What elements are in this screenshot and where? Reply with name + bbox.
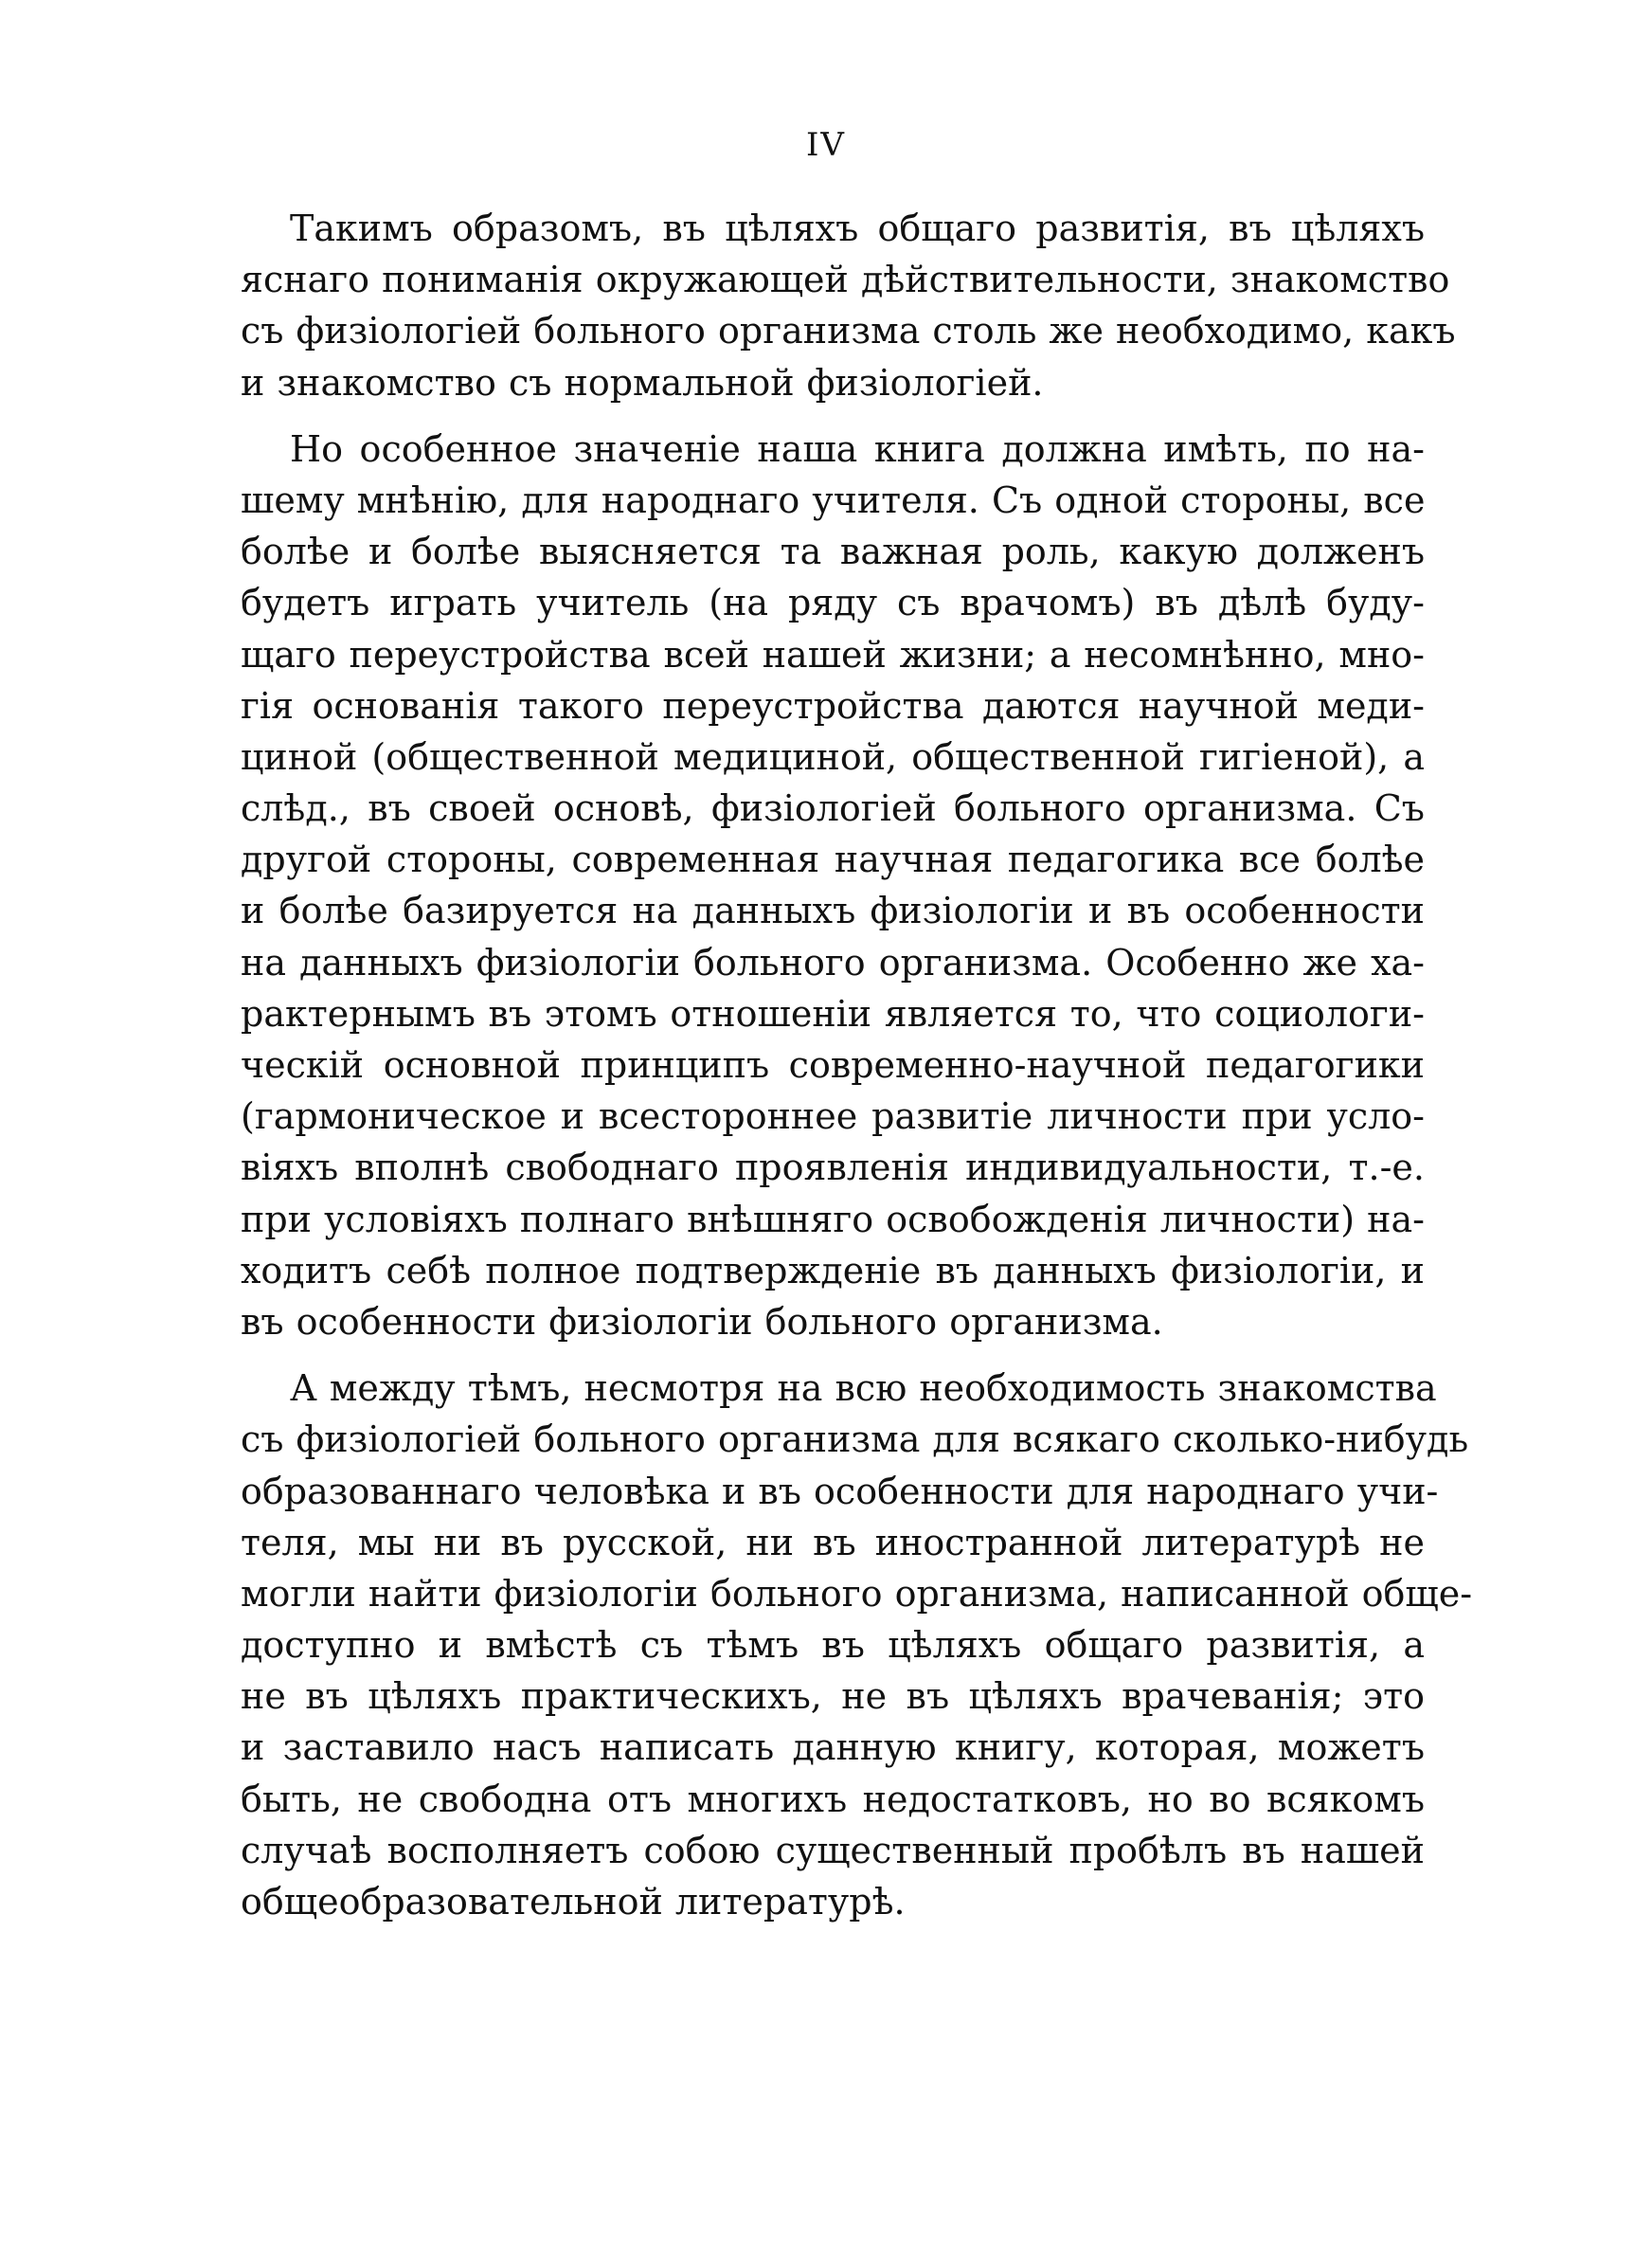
text-line: теля, мы ни въ русской, ни въ иностранной литературѣ не: [241, 1521, 1425, 1563]
text-line: на данныхъ физіологіи больного организма. Особенно же ха-: [241, 941, 1425, 984]
text-line: Но особенное значеніе наша книга должна имѣть, по на-: [290, 427, 1425, 470]
text-line: не въ цѣляхъ практическихъ, не въ цѣляхъ врачеванія; это: [241, 1675, 1425, 1718]
text-line: съ физіологіей больного организма столь же необходимо, какъ: [241, 310, 1456, 352]
text-line: віяхъ вполнѣ свободнаго проявленія индивидуальности, т.-е.: [241, 1147, 1425, 1189]
text-line: яснаго пониманія окружающей дѣйствительности, знакомство: [241, 259, 1450, 301]
text-line: шему мнѣнію, для народнаго учителя. Съ одной стороны, все: [241, 478, 1426, 521]
text-line: Такимъ образомъ, въ цѣляхъ общаго развитія, въ цѣляхъ: [290, 208, 1425, 249]
text-line: щаго переустройства всей нашей жизни; а несомнѣнно, мно-: [241, 633, 1425, 676]
text-line: ходитъ себѣ полное подтвержденіе въ данныхъ физіологіи, и: [241, 1249, 1425, 1291]
text-line: слѣд., въ своей основѣ, физіологіей больного организма. Съ: [241, 787, 1425, 830]
text-line: ческій основной принципъ современно-научной педагогики: [241, 1044, 1425, 1086]
text-line: съ физіологіей больного организма для всякаго сколько-нибудь: [241, 1418, 1469, 1461]
text-line: А между тѣмъ, несмотря на всю необходимость знакомства: [290, 1367, 1437, 1410]
paragraph: [241, 424, 1425, 1347]
text-line: гія основанія такого переустройства даются научной меди-: [241, 684, 1425, 727]
text-line: случаѣ восполняетъ собою существенный пробѣлъ въ нашей: [241, 1829, 1425, 1871]
text-line: въ особенности физіологіи больного организма.: [241, 1300, 1163, 1343]
body-text: [241, 203, 1473, 1942]
text-line: (гармоническое и всестороннее развитіе личности при усло-: [241, 1095, 1425, 1138]
text-line: рактернымъ въ этомъ отношеніи является то, что социологи-: [241, 992, 1425, 1035]
text-line: другой стороны, современная научная педагогика все болѣе: [241, 839, 1425, 881]
text-line: и заставило насъ написать данную книгу, которая, можетъ: [241, 1726, 1425, 1769]
text-line: быть, не свободна отъ многихъ недостатковъ, но во всякомъ: [241, 1778, 1425, 1820]
text-line: болѣе и болѣе выясняется та важная роль, какую долженъ: [241, 531, 1425, 573]
text-line: и болѣе базируется на данныхъ физіологіи и въ особенности: [241, 890, 1425, 932]
text-line: образованнаго человѣка и въ особенности для народнаго учи-: [241, 1470, 1439, 1512]
text-line: общеобразовательной литературѣ.: [241, 1881, 906, 1923]
text-line: могли найти физіологіи больного организма, написанной обще-: [241, 1572, 1473, 1615]
text-line: циной (общественной медициной, общественной гигіеной), а: [241, 735, 1425, 778]
text-line: и знакомство съ нормальной физіологіей.: [241, 361, 1044, 404]
page-number: IV: [806, 126, 846, 164]
text-line: доступно и вмѣстѣ съ тѣмъ въ цѣляхъ общаго развитія, а: [241, 1624, 1425, 1667]
text-line: будетъ играть учитель (на ряду съ врачомъ) въ дѣлѣ буду-: [241, 582, 1425, 624]
paragraph: [241, 1363, 1473, 1927]
paragraph: [241, 203, 1456, 408]
text-line: при условіяхъ полнаго внѣшняго освобожденія личности) на-: [241, 1198, 1425, 1240]
